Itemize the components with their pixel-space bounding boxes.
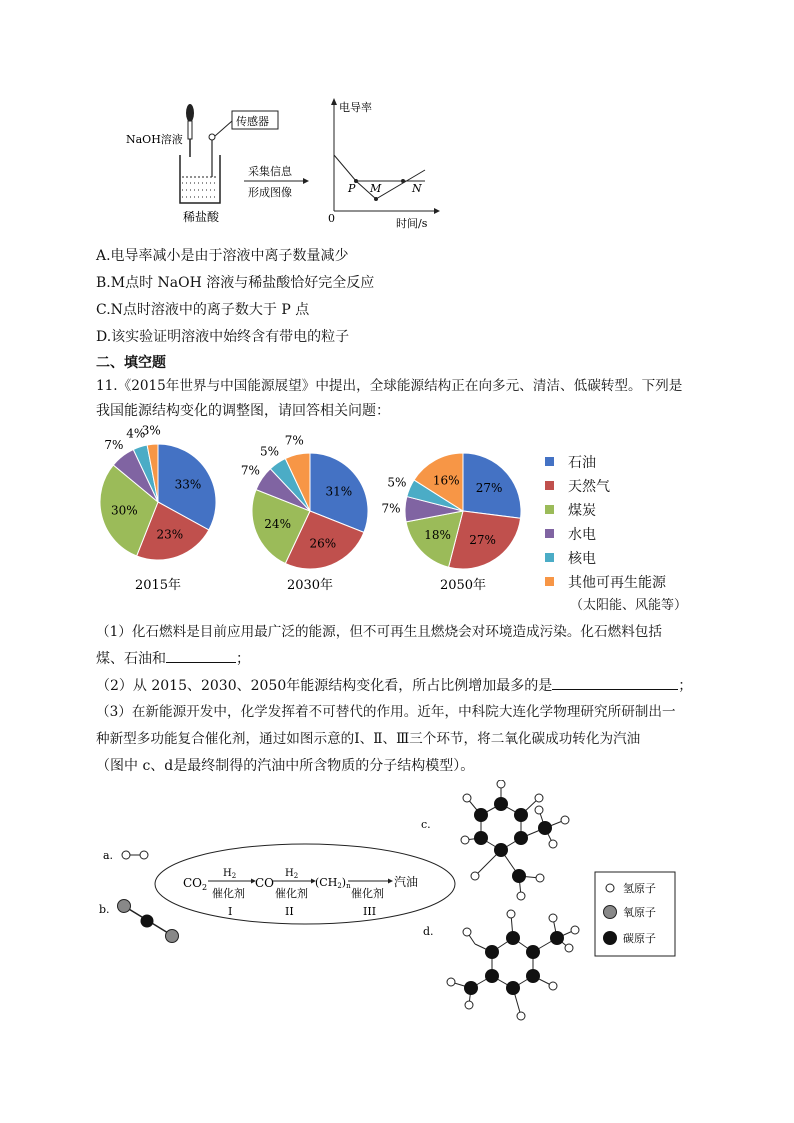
- svg-text:I: I: [228, 905, 233, 918]
- molecule-c-label: c.: [421, 818, 431, 831]
- svg-text:III: III: [363, 905, 377, 918]
- legend-swatch: [545, 505, 554, 514]
- graph-origin: 0: [328, 212, 335, 225]
- legend-label: 核电: [568, 551, 596, 567]
- molecule-b-label: b.: [99, 903, 110, 916]
- conductivity-graph: [331, 98, 440, 214]
- pie-label-2-1: 31%: [325, 484, 353, 499]
- pie-label-3-4: 7%: [381, 501, 401, 516]
- graph-xlabel: 时间/s: [396, 217, 428, 230]
- legend-item: [545, 452, 596, 472]
- pie-label-1-5: 4%: [126, 426, 146, 441]
- pie-label-3-3: 18%: [424, 527, 451, 542]
- legend-swatch: [545, 529, 554, 538]
- molecule-d-icon: [447, 910, 579, 1020]
- svg-text:CO: CO: [255, 876, 275, 890]
- svg-text:CO2: $CO_2$: [183, 876, 208, 892]
- svg-text:H2: $H_2$: [223, 868, 237, 880]
- hcl-label: 稀盐酸: [183, 210, 220, 224]
- point-p: P: [348, 182, 356, 195]
- apparatus-diagram: [120, 95, 450, 235]
- svg-text:(CH2)n: (CH2)n: [315, 876, 351, 890]
- arrow-text-1: 采集信息: [248, 165, 292, 178]
- legend-label: 煤炭: [568, 503, 596, 519]
- arrow-text-2: 形成图像: [248, 186, 292, 199]
- oxygen-atom-icon: [604, 906, 617, 919]
- svg-text:H2: $H_2$: [285, 868, 299, 880]
- svg-text:催化剂: 催化剂: [351, 887, 384, 900]
- hydrogen-molecule-icon: [122, 851, 148, 859]
- legend-item: [545, 476, 610, 496]
- section-title: 二、填空题: [96, 355, 166, 371]
- pie-label-3-2: 27%: [469, 532, 496, 547]
- pie-label-3-6: 16%: [432, 473, 460, 488]
- pie-label-1-3: 30%: [110, 503, 138, 518]
- svg-text:氧原子: 氧原子: [623, 906, 656, 919]
- carbon-monoxide-icon: [118, 900, 179, 943]
- legend-label: 天然气: [568, 479, 610, 495]
- pie-label-2-3: 24%: [264, 516, 291, 531]
- carbon-atom-icon: [603, 931, 617, 945]
- dropper-icon: [186, 104, 194, 157]
- legend-label: 石油: [568, 455, 596, 471]
- svg-text:II: II: [285, 905, 294, 918]
- reaction-diagram: [95, 780, 695, 1030]
- graph-ylabel: 电导率: [339, 101, 372, 114]
- legend-swatch: [545, 577, 554, 586]
- q3-line-2: 种新型多功能复合催化剂，通过如图示意的Ⅰ、Ⅱ、Ⅲ三个环节，将二氧化碳成功转化为汽油: [96, 731, 641, 747]
- legend-note: （太阳能、风能等）: [570, 598, 688, 613]
- pie-label-1-2: 23%: [156, 527, 184, 542]
- beaker-icon: [180, 155, 220, 203]
- pie-label-2-6: 7%: [284, 433, 304, 448]
- svg-text:碳原子: 碳原子: [623, 932, 656, 945]
- legend-label: 水电: [568, 527, 596, 543]
- legend-swatch: [545, 457, 554, 466]
- legend-item: [545, 548, 596, 568]
- legend-label: 其他可再生能源: [568, 575, 666, 591]
- pie-label-1-4: 7%: [104, 438, 124, 453]
- pie-title-1: 2015年: [134, 578, 182, 593]
- energy-pie-charts: [90, 425, 540, 600]
- pie-label-2-5: 5%: [260, 444, 280, 459]
- option-d: D.该实验证明溶液中始终含有带电的粒子: [96, 329, 350, 345]
- q1-line-1: （1）化石燃料是目前应用最广泛的能源，但不可再生且燃烧会对环境造成污染。化石燃料包括: [96, 624, 662, 640]
- pie-label-2-2: 26%: [309, 536, 337, 551]
- answer-blank-1[interactable]: [166, 648, 236, 663]
- pie-label-1-6: 3%: [141, 425, 161, 438]
- svg-text:催化剂: 催化剂: [275, 887, 308, 900]
- molecule-a-label: a.: [103, 849, 114, 862]
- pie-title-2: 2030年: [286, 578, 334, 593]
- sensor-label: 传感器: [236, 115, 269, 128]
- point-m: M: [370, 182, 382, 195]
- question-line-2: 我国能源结构变化的调整图，请回答相关问题：: [96, 403, 390, 419]
- svg-text:氢原子: 氢原子: [623, 882, 656, 895]
- q2-line: （2）从 2015、2030、2050年能源结构变化看，所占比例增加最多的是 ；: [96, 675, 692, 696]
- q1-line-2: 煤、石油和 ；: [96, 648, 250, 669]
- molecule-c-icon: [461, 780, 569, 900]
- question-line-1: 11.《2015年世界与中国能源展望》中提出，全球能源结构正在向多元、清洁、低碳转型。下列是: [96, 378, 683, 394]
- legend-item: [545, 572, 666, 592]
- hydrogen-atom-icon: [606, 884, 614, 892]
- legend-item: [545, 524, 596, 544]
- option-c: C.N点时溶液中的离子数大于 P 点: [96, 302, 310, 318]
- option-a: A.电导率减小是由于溶液中离子数量减少: [96, 248, 349, 264]
- answer-blank-2[interactable]: [552, 675, 678, 690]
- option-b: B.M点时 NaOH 溶液与稀盐酸恰好完全反应: [96, 275, 375, 291]
- legend-item: [545, 500, 596, 520]
- svg-text:催化剂: 催化剂: [212, 887, 245, 900]
- legend-swatch: [545, 481, 554, 490]
- q3-line-3: （图中 c、d是最终制得的汽油中所含物质的分子结构模型）。: [96, 758, 475, 774]
- molecule-d-label: d.: [423, 925, 434, 938]
- pie-label-1-1: 33%: [174, 477, 202, 492]
- naoh-label: NaOH溶液: [126, 133, 183, 146]
- pie-label-3-5: 5%: [387, 475, 407, 490]
- q3-line-1: （3）在新能源开发中，化学发挥着不可替代的作用。近年，中科院大连化学物理研究所研制出一: [96, 704, 676, 720]
- legend-swatch: [545, 553, 554, 562]
- pie-label-3-1: 27%: [475, 480, 503, 495]
- point-n: N: [412, 182, 422, 195]
- pie-title-3: 2050年: [439, 578, 487, 593]
- pie-label-2-4: 7%: [240, 463, 260, 478]
- svg-text:汽油: 汽油: [394, 875, 419, 889]
